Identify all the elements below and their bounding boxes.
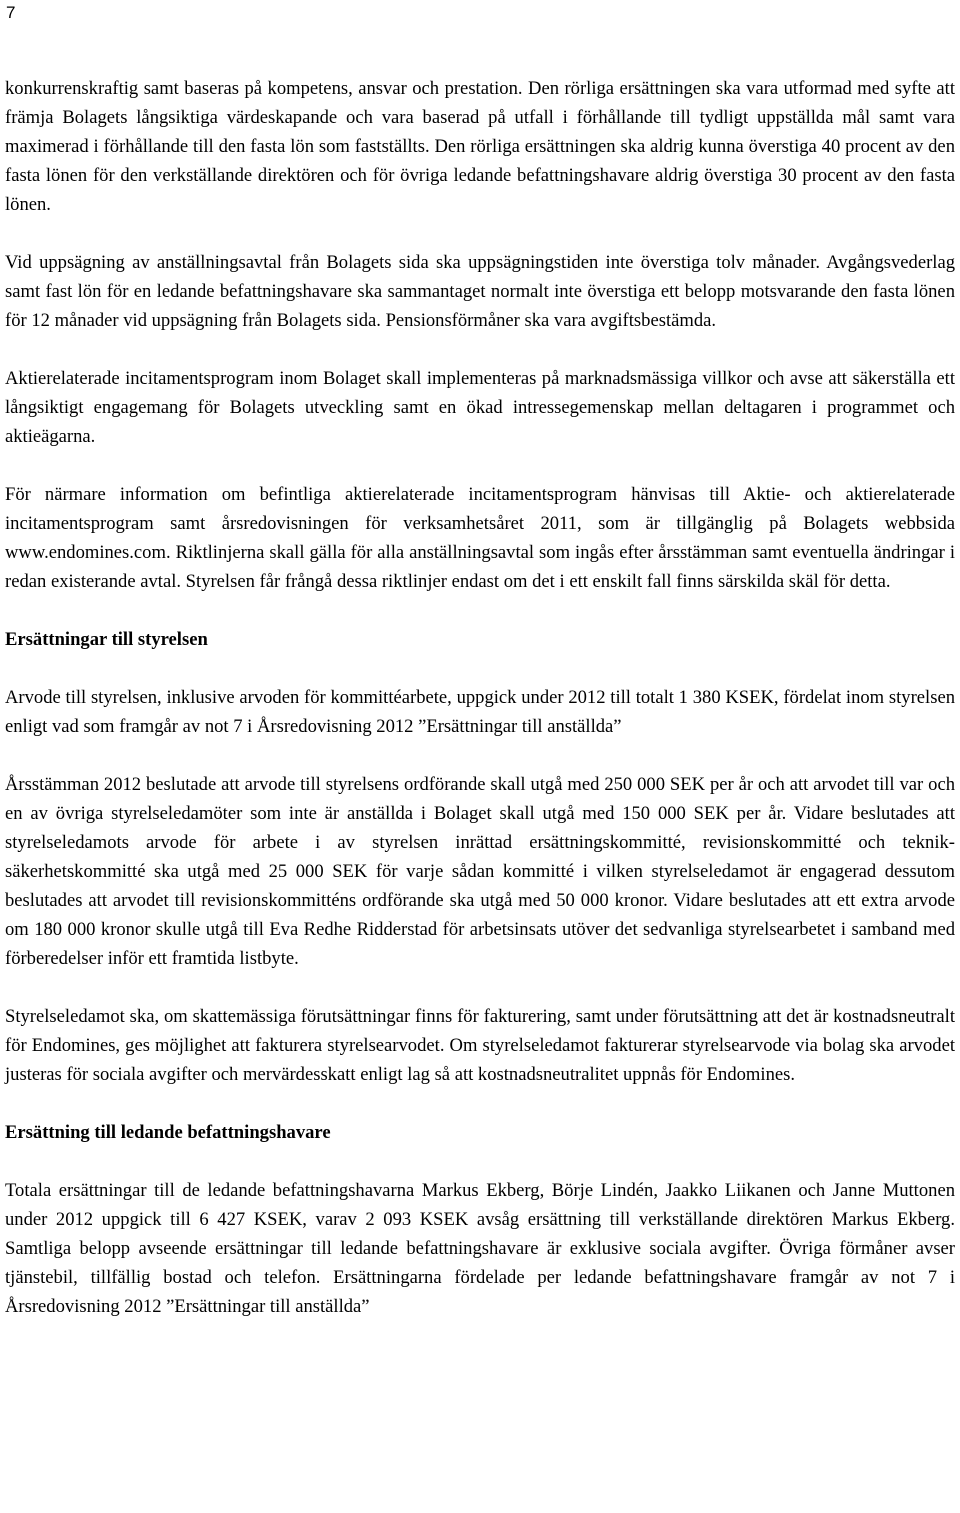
heading-management-remuneration: Ersättning till ledande befattningshavare	[5, 1122, 331, 1143]
paragraph-incentive-programs: Aktierelaterade incitamentsprogram inom Bolaget skall implementeras på marknadsmässiga villkor och avse att säkerställa ett långsiktigt engagemang för Bolagets utveckling samt en ökad intressegemenskap mellan deltagaren i programmet och aktieägarna.	[5, 368, 955, 447]
paragraph-invoicing: Styrelseledamot ska, om skattemässiga förutsättningar finns för fakturering, samt under förutsättning att det är kostnadsneutralt för Endomines, ges möjlighet att fakturera styrelsearvodet. Om styrelseledamot fakturerar styrelsearvode via bolag ska arvodet justeras för sociala avgifter och mervärdesskatt enligt lag så att kostnadsneutralitet uppnås för Endomines.	[5, 1006, 955, 1085]
paragraph-management-total: Totala ersättningar till de ledande befattningshavarna Markus Ekberg, Börje Lindén, Jaakko Liikanen och Janne Muttonen under 2012 uppgick till 6 427 KSEK, varav 2 093 KSEK avsåg ersättning till verkställande direktören Markus Ekberg. Samtliga belopp avseende ersättningar till ledande befattningshavare är exklusive sociala avgifter. Övriga förmåner avser tjänstebil, tillfällig bostad och telefon. Ersättningarna fördelade per ledande befattningshavare framgår av not 7 i Årsredovisning 2012 ”Ersättningar till anställda”	[5, 1180, 955, 1317]
paragraph-termination: Vid uppsägning av anställningsavtal från Bolagets sida ska uppsägningstiden inte överstiga tolv månader. Avgångsvederlag samt fast lön för en ledande befattningshavare ska sammantaget normalt inte överstiga ett belopp motsvarande den fasta lönen för 12 månader vid uppsägning från Bolagets sida. Pensionsförmåner ska vara avgiftsbestämda.	[5, 252, 955, 331]
paragraph-board-fees-total: Arvode till styrelsen, inklusive arvoden för kommittéarbete, uppgick under 2012 till totalt 1 380 KSEK, fördelat inom styrelsen enligt vad som framgår av not 7 i Årsredovisning 2012 ”Ersättningar till anställda”	[5, 687, 955, 737]
page-number: 7	[6, 3, 16, 22]
paragraph-further-information: För närmare information om befintliga aktierelaterade incitamentsprogram hänvisas till Aktie- och aktierelaterade incitamentsprogram samt årsredovisningen för verksamhetsåret 2011, som är tillgänglig på Bolagets webbsida www.endomines.com. Riktlinjerna skall gälla för alla anställningsavtal som ingås efter årsstämman samt eventuella ändringar i redan existerande avtal. Styrelsen får frångå dessa riktlinjer endast om det i ett enskilt fall finns särskilda skäl för detta.	[5, 484, 955, 592]
heading-board-remuneration: Ersättningar till styrelsen	[5, 629, 208, 650]
document-body	[5, 74, 955, 1321]
paragraph-agm-decision: Årsstämman 2012 beslutade att arvode till styrelsens ordförande skall utgå med 250 000 SEK per år och att arvodet till var och en av övriga styrelseledamöter som inte är anställda i Bolaget skall utgå med 150 000 SEK per år. Vidare beslutades att styrelseledamots arvode för arbete i av styrelsen inrättad ersättningskommitté, revisionskommitté och teknik-säkerhetskommitté ska utgå med 25 000 SEK för varje sådan kommitté i vilken styrelseledamot är engagerad dessutom beslutades att arvodet till revisionskommitténs ordförande ska utgå med 50 000 kronor. Vidare beslutades att ett extra arvode om 180 000 kronor skulle utgå till Eva Redhe Ridderstad för arbetsinsats utöver det sedvanliga styrelsearbetet i samband med förberedelser inför ett framtida listbyte.	[5, 774, 955, 969]
paragraph-variable-pay: konkurrenskraftig samt baseras på kompetens, ansvar och prestation. Den rörliga ersättningen ska vara utformad med syfte att främja Bolagets långsiktiga värdeskapande och vara baserad på utfall i förhållande till tydligt uppställda mål samt vara maximerad i förhållande till den fasta lön som fastställts. Den rörliga ersättningen ska aldrig kunna överstiga 40 procent av den fasta lönen för den verkställande direktören och för övriga ledande befattningshavare aldrig överstiga 30 procent av den fasta lönen.	[5, 78, 955, 215]
